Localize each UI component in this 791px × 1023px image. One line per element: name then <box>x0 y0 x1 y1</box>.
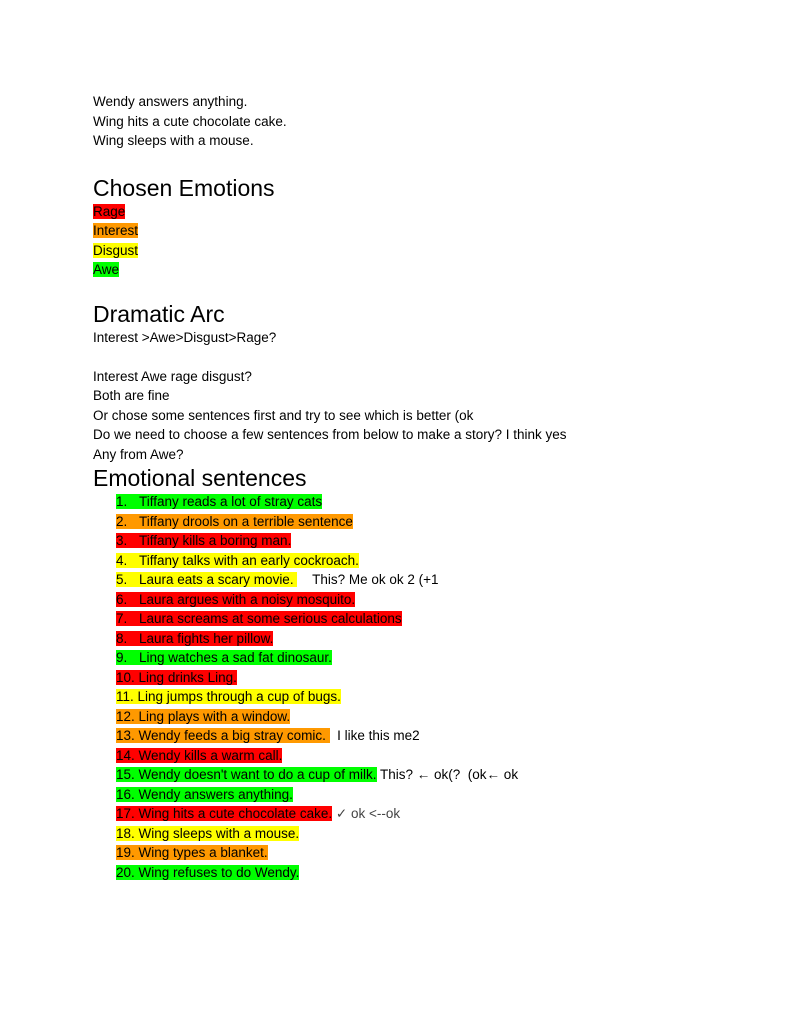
arc-comment: Any from Awe? <box>93 446 184 462</box>
list-item: 6. Laura argues with a noisy mosquito. <box>116 591 356 607</box>
list-item: 3. Tiffany kills a boring man. <box>116 533 292 548</box>
arc-comment: Do we need to choose a few sentences from below to make a story? I think yes <box>93 427 567 442</box>
arc-line: Interest >Awe>Disgust>Rage? <box>93 329 277 345</box>
list-item: 15. Wendy doesn't want to do a cup of milk. This? ← ok(? (ok← ok <box>116 767 519 782</box>
intro-line: Wing sleeps with a mouse. <box>93 133 254 148</box>
list-item: 18. Wing sleeps with a mouse. <box>116 825 300 841</box>
list-item: 8. Laura fights her pillow. <box>116 630 274 646</box>
chosen-emotions-heading: Chosen Emotions <box>93 174 275 201</box>
list-item: 20. Wing refuses to do Wendy. <box>116 864 300 880</box>
arc-comment: Both are fine <box>93 388 170 403</box>
dramatic-arc-heading: Dramatic Arc <box>93 300 225 327</box>
document-page <box>93 92 733 882</box>
list-item: 17. Wing hits a cute chocolate cake. ✓ ok <--ok <box>116 806 401 821</box>
comment-note: This? ← ok(? (ok← ok <box>380 767 519 782</box>
emotion-label: Rage <box>93 203 126 219</box>
list-item: 10. Ling drinks Ling. <box>116 669 237 685</box>
sentence-list <box>93 492 733 882</box>
arc-comment: Or chose some sentences first and try to see which is better (ok <box>93 407 474 423</box>
arc-comment: Interest Awe rage disgust? <box>93 368 252 384</box>
list-item: 11. Ling jumps through a cup of bugs. <box>116 689 341 704</box>
comment-note: ✓ ok <--ok <box>335 806 401 821</box>
emotional-sentences-heading: Emotional sentences <box>93 465 307 491</box>
emotion-label: Awe <box>93 262 120 277</box>
intro-line: Wendy answers anything. <box>93 94 248 109</box>
emotion-rage <box>93 202 733 222</box>
emotion-label: Disgust <box>93 242 139 258</box>
intro-line: Wing hits a cute chocolate cake. <box>93 113 287 129</box>
emotion-label: Interest <box>93 223 139 238</box>
list-item: 7. Laura screams at some serious calculations <box>116 611 402 626</box>
blank-line <box>93 347 733 367</box>
emotion-interest <box>93 221 733 241</box>
emotion-disgust <box>93 241 733 261</box>
list-item: 16. Wendy answers anything. <box>116 786 293 802</box>
list-item: 19. Wing types a blanket. <box>116 845 268 860</box>
list-item: 13. Wendy feeds a big stray comic. I like this me2 <box>116 728 420 743</box>
list-item: 12. Ling plays with a window. <box>116 708 291 724</box>
comment-note: This? Me ok ok 2 (+1 <box>312 572 439 587</box>
list-item: 2. Tiffany drools on a terrible sentence <box>116 513 353 529</box>
list-item: 5. Laura eats a scary movie. This? Me ok ok 2 (+1 <box>116 572 439 587</box>
list-item: 4. Tiffany talks with an early cockroach. <box>116 552 359 568</box>
list-item: 1. Tiffany reads a lot of stray cats <box>116 494 323 509</box>
list-item: 14. Wendy kills a warm call. <box>116 747 283 763</box>
list-item: 9. Ling watches a sad fat dinosaur. <box>116 650 332 665</box>
emotion-awe <box>93 260 733 280</box>
comment-note: I like this me2 <box>337 728 420 743</box>
